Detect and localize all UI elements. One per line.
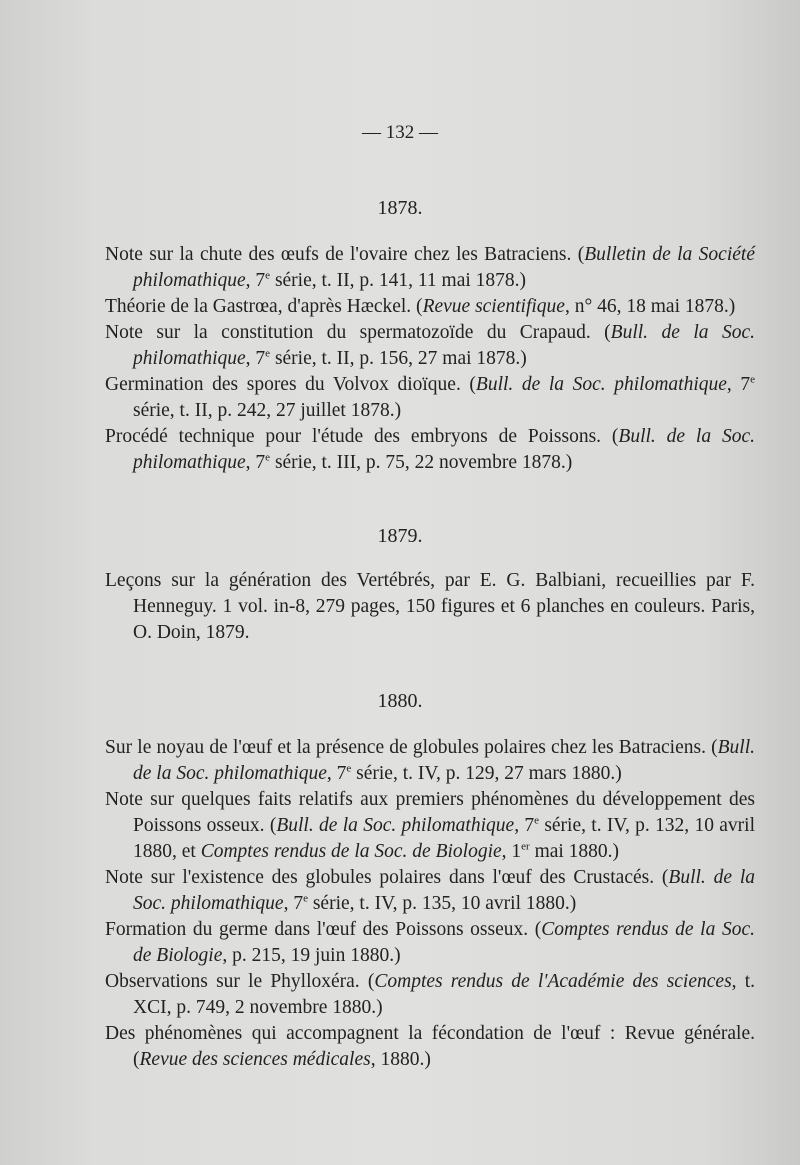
entry-text: série, t. II, p. 156, 27 mai 1878.) [270,348,527,369]
entry-text: Note sur quelques faits relatifs aux premiers phénomènes du développement des Poissons osseux. ( [105,789,755,836]
entry-text: , 1 [501,841,522,862]
entry-text: , 7 [245,270,266,291]
entry-text: Leçons sur la génération des Vertébrés, par E. G. Balbiani, recueillies par F. Henneguy. 1 vol. in-8, 279 pages, 150 figures et 6 planches en couleurs. Paris, O. Doin, 1879. [105,570,755,643]
bibliography-entry [105,969,755,1021]
ordinal-suffix: e [265,451,271,464]
journal-title: Revue des sciences médicales [139,1049,371,1070]
journal-title: Comptes rendus de la Soc. de Biologie [133,919,755,966]
ordinal-suffix: e [303,892,308,905]
entry-text: , 7 [326,763,347,784]
bibliography-entry [105,320,755,372]
bibliography-entry [105,735,755,787]
bibliography-entry [105,242,755,294]
bibliography-entry [105,787,755,865]
entries-1878 [105,242,755,476]
entry-text: Des phénomènes qui accompagnent la fécondation de l'œuf : Revue générale. ( [105,1023,755,1070]
year-heading-1879: 1879. [377,525,423,547]
page-number: — 132 — [362,122,438,143]
bibliography-entry [105,917,755,969]
year-heading-1878: 1878. [377,197,423,219]
entries-1880 [105,735,755,1073]
journal-title: Revue scientifique [422,296,565,317]
entry-text: Note sur l'existence des globules polaires dans l'œuf des Crustacés. ( [105,867,669,888]
journal-title: Comptes rendus de la Soc. de Biologie [200,841,502,862]
ordinal-suffix: e [265,347,271,360]
entry-text: , t. XCI, p. 749, 2 novembre 1880.) [133,971,755,1018]
bibliography-entry [105,424,755,476]
ordinal-suffix: er [521,840,530,853]
entry-text: Procédé technique pour l'étude des embryons de Poissons. ( [105,426,619,447]
year-heading-1880: 1880. [377,690,423,712]
ordinal-suffix: e [265,269,271,282]
journal-title: Bull. de la Soc. philomathique [475,374,727,395]
entry-text: Sur le noyau de l'œuf et la présence de globules polaires chez les Batraciens. ( [105,737,718,758]
journal-title: Bull. de la Soc. philomathique [133,322,755,369]
ordinal-suffix: e [750,373,756,386]
entry-text: , 7 [245,452,266,473]
entry-text: , p. 215, 19 juin 1880.) [222,945,401,966]
entry-text: , 1880.) [370,1049,431,1070]
entry-text: série, t. II, p. 242, 27 juillet 1878.) [133,400,402,421]
entry-text: série, t. IV, p. 132, 10 avril 1880, et [133,815,756,862]
journal-title: Bulletin de la Société philomathique [133,244,755,291]
bibliography-entry [105,568,755,646]
entry-text: Formation du germe dans l'œuf des Poissons osseux. ( [105,919,542,940]
entry-text: série, t. IV, p. 135, 10 avril 1880.) [307,893,577,914]
entry-text: Note sur la constitution du spermatozoïde du Crapaud. ( [105,322,611,343]
entry-text: , 7 [245,348,266,369]
journal-title: Bull. de la Soc. philomathique [133,737,755,784]
ordinal-suffix: e [534,814,540,827]
entries-1879 [105,568,755,646]
entry-text: série, t. IV, p. 129, 27 mars 1880.) [351,763,622,784]
entry-text: Théorie de la Gastrœa, d'après Hæckel. ( [105,296,423,317]
bibliography-entry [105,865,755,917]
entry-text: Germination des spores du Volvox dioïque. ( [105,374,476,395]
entry-text: série, t. III, p. 75, 22 novembre 1878.) [270,452,573,473]
ordinal-suffix: e [346,762,352,775]
bibliography-entry [105,372,755,424]
entry-text: , 7 [283,893,304,914]
journal-title: Bull. de la Soc. philomathique [276,815,515,836]
entry-text: Observations sur le Phylloxéra. ( [105,971,375,992]
bibliography-entry [105,294,755,320]
journal-title: Comptes rendus de l'Académie des sciences [374,971,732,992]
journal-title: Bull. de la Soc. philomathique [133,867,755,914]
bibliography-entry [105,1021,755,1073]
entry-text: série, t. II, p. 141, 11 mai 1878.) [270,270,527,291]
entry-text: Note sur la chute des œufs de l'ovaire chez les Batraciens. ( [105,244,585,265]
entry-text: mai 1880.) [529,841,620,862]
journal-title: Bull. de la Soc. philomathique [133,426,755,473]
entry-text: , n° 46, 18 mai 1878.) [564,296,736,317]
entry-text: , 7 [726,374,751,395]
entry-text: , 7 [514,815,535,836]
